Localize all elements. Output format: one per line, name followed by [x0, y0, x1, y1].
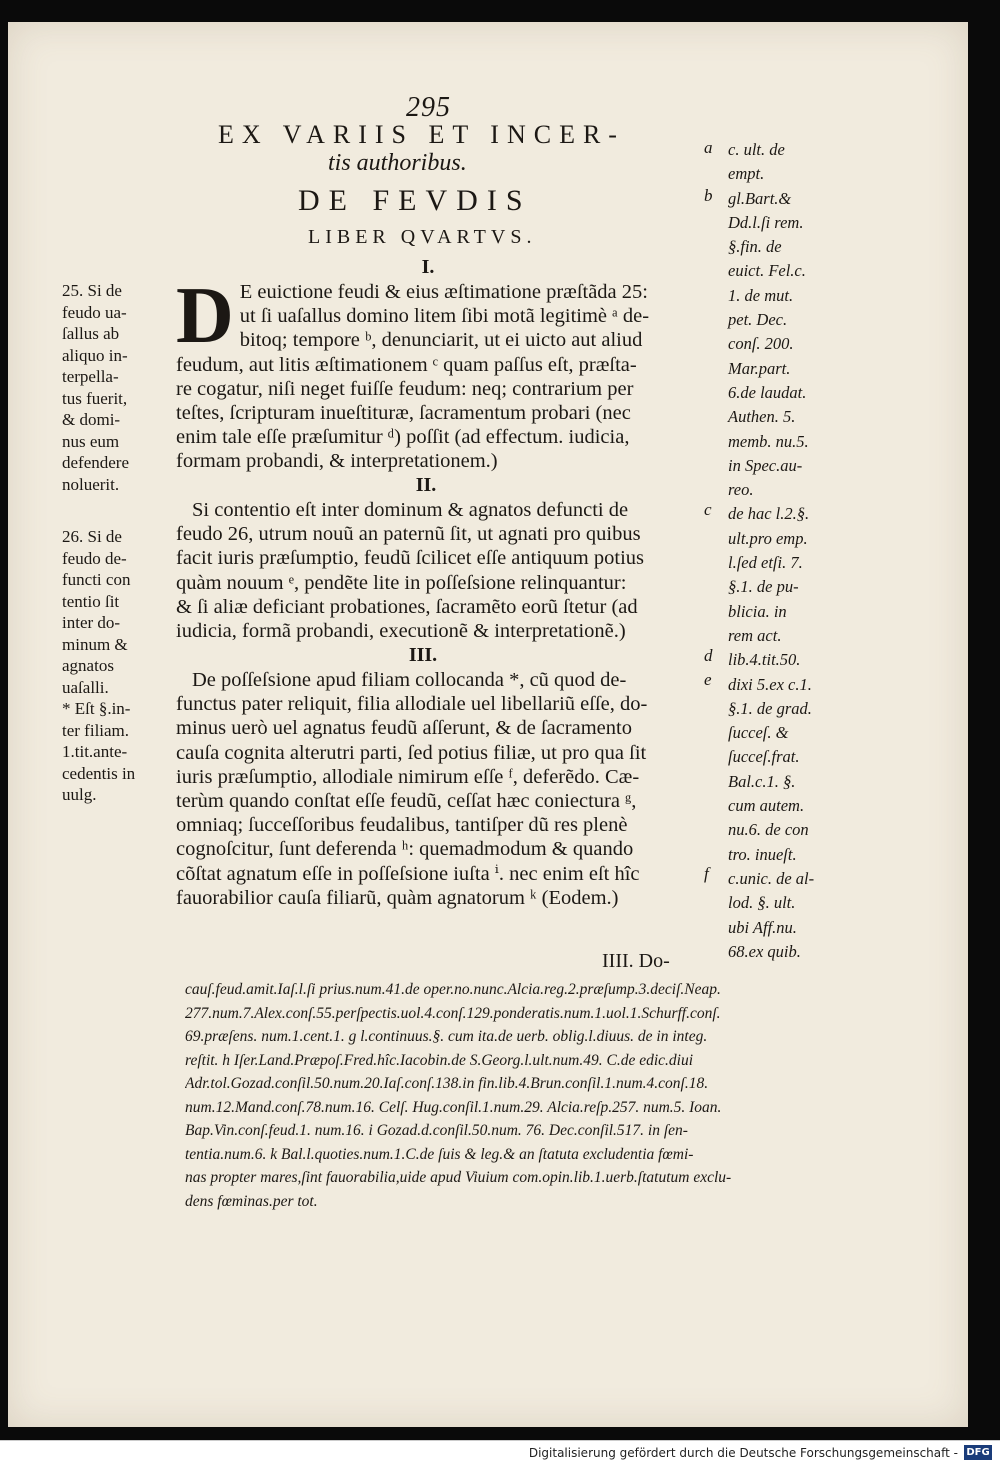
margin-line: agnatos	[62, 656, 114, 675]
margin-note-25	[62, 280, 158, 495]
margin-letter: d	[704, 646, 713, 665]
margin-line: defendere	[62, 453, 130, 472]
text-line: enim tale eſſe præſumitur ᵈ) poſſit (ad effectum. iudicia,	[176, 426, 630, 449]
text-line: minus uerò uel agnatus feudũ aſſerunt, & de ſacramento	[176, 717, 632, 740]
margin-letter: f	[704, 864, 709, 883]
margin-line: tentio ſit	[62, 591, 120, 611]
text-line: & ſi aliæ deficiant probationes, ſacramẽto eorũ ſtetur (ad	[176, 595, 638, 618]
citation-line: Authen. 5.	[728, 407, 796, 427]
citation-line: rem act.	[728, 625, 782, 645]
footnote-line: cauſ.feud.amit.Iaſ.l.ſi prius.num.41.de oper.no.nunc.Alcia.reg.2.præſump.3.deciſ.Neap.	[185, 981, 721, 998]
margin-line: 26. Si de	[62, 527, 122, 546]
citation-line: Mar.part.	[728, 358, 791, 378]
citation-line: ſucceſ.frat.	[728, 747, 800, 767]
citation-line: cum autem.	[728, 796, 805, 816]
citation-line: gl.Bart.&	[728, 188, 792, 208]
citation-line: l.ſed etſi. 7.	[728, 553, 803, 573]
book-page	[8, 22, 968, 1427]
citation-line: lod. §. ult.	[728, 893, 796, 913]
section-number-3: III.	[408, 644, 438, 666]
footnote-line: nas propter mares,ſint fauorabilia,uide apud Viuium com.opin.lib.1.uerb.ſtatutum exclu-	[185, 1169, 732, 1186]
citation-line: nu.6. de con	[728, 820, 809, 840]
section-number-1: I.	[421, 256, 435, 278]
margin-letter: a	[704, 138, 713, 157]
margin-letter: e	[704, 670, 712, 689]
citation-line: §.1. de grad.	[728, 698, 812, 718]
text-line: cauſa cognita alterutri parti, ſed potius filiæ, ut pro qua ſit	[176, 741, 647, 764]
citation-line: empt.	[728, 164, 765, 184]
title-line1: DE FEVDIS	[298, 184, 532, 217]
margin-letter: b	[704, 186, 713, 205]
margin-line: uaſalli.	[62, 677, 109, 697]
footnote-line: num.12.Mand.conſ.78.num.16. Celſ. Hug.conſil.1.num.29. Alcia.reſp.257. num.5. Ioan.	[185, 1098, 722, 1116]
margin-line: feudo de-	[62, 548, 127, 568]
citation-line: 1. de mut.	[728, 285, 794, 305]
text-line: quàm nouum ᵉ, pendẽte lite in poſſeſsione relinquantur:	[176, 571, 627, 594]
citation-line: in Spec.au-	[728, 455, 803, 475]
citation-line: §.1. de pu-	[728, 577, 799, 597]
text-line: iuris præſumptio, allodiale nimirum eſſe ᶠ, deferẽdo. Cæ-	[176, 765, 640, 788]
citation-line: Dd.l.ſi rem.	[728, 212, 804, 232]
citation-line: pet. Dec.	[728, 310, 788, 330]
margin-line: terpella-	[62, 367, 119, 386]
text-line: E euictione feudi & eius æſtimatione præſtãda 25:	[239, 281, 648, 303]
margin-line: feudo ua-	[62, 302, 127, 322]
citation-line: de hac l.2.§.	[728, 504, 810, 524]
text-line: iudicia, formã probandi, executionẽ & interpretationẽ.)	[176, 619, 626, 642]
citation-line: tro. inueſt.	[728, 844, 797, 864]
margin-line: & domi-	[62, 410, 121, 429]
text-line: fauorabilior cauſa filiarũ, quàm agnatorum ᵏ (Eodem.)	[176, 886, 619, 909]
margin-line: noluerit.	[62, 474, 120, 494]
margin-line: 1.tit.ante-	[62, 742, 128, 761]
page-number: 295	[406, 92, 451, 123]
margin-line: ſallus ab	[62, 324, 120, 343]
citation-line: 68.ex quib.	[728, 941, 801, 961]
margin-line: 25. Si de	[62, 281, 122, 300]
margin-letters	[704, 138, 724, 898]
text-line: formam probandi, & interpretationem.)	[176, 450, 498, 473]
text-line: bitoq; tempore ᵇ, denunciarit, ut ei uicto aut aliud	[239, 329, 643, 352]
citation-line: c.unic. de al-	[728, 868, 815, 888]
margin-line: uulg.	[62, 785, 97, 804]
citation-line: ubi Aff.nu.	[728, 917, 797, 937]
citation-line: Bal.c.1. §.	[728, 771, 796, 791]
drop-cap: D	[176, 272, 234, 360]
margin-line: inter do-	[62, 613, 121, 632]
footnote-line: Adr.tol.Gozad.conſil.50.num.20.Iaſ.conſ.138.in fin.lib.4.Brun.conſil.1.num.4.conſ.18.	[185, 1075, 709, 1092]
citation-line: lib.4.tit.50.	[728, 650, 801, 670]
margin-line: nus eum	[62, 431, 120, 451]
margin-line: cedentis in	[62, 763, 136, 783]
footnote-line: tentia.num.6. k Bal.l.quoties.num.1.C.de ſuis & leg.& an ſtatuta excludentia fœmi-	[185, 1145, 694, 1163]
funding-footer	[0, 1440, 1000, 1466]
dfg-logo-icon: DFG	[964, 1445, 992, 1460]
margin-line: aliquo in-	[62, 345, 128, 365]
text-line: cõſtat agnatum eſſe in poſſeſsione iuſta ⁱ. nec enim eſt hîc	[176, 862, 640, 885]
footnote-line: 69.præſens. num.1.cent.1. g l.continuus.§. cum ita.de uerb. oblig.l.diuus. de in integ.	[185, 1028, 708, 1045]
citation-line: 6.de laudat.	[728, 382, 807, 402]
title-line2: LIBER QVARTVS.	[308, 226, 537, 248]
text-line: feudo 26, utrum nouũ an paternũ ſit, ut agnati pro quibus	[176, 523, 641, 546]
text-line: facit iuris præſumptio, feudũ ſcilicet eſſe antiquum potius	[176, 547, 644, 570]
footnotes	[185, 978, 845, 1213]
text-line: functus pater reliquit, filia allodiale uel libellariũ eſſe, do-	[176, 693, 648, 716]
margin-line: * Eſt §.in-	[62, 699, 131, 718]
text-line: feudum, aut litis æſtimationem ᶜ quam paſſus eſt, præſta-	[176, 353, 637, 376]
citation-line: ult.pro emp.	[728, 528, 808, 548]
margin-note-26	[62, 526, 158, 806]
citation-line: dixi 5.ex c.1.	[728, 674, 812, 694]
margin-line: tus fuerit,	[62, 388, 128, 408]
catchword: IIII. Do-	[602, 950, 670, 972]
margin-line: minum &	[62, 634, 128, 654]
text-line: De poſſeſsione apud filiam collocanda *, cũ quod de-	[192, 669, 627, 691]
footnote-line: reſtit. h Iſer.Land.Præpoſ.Fred.hîc.Iacobin.de S.Georg.l.ult.num.49. C.de edic.diui	[185, 1051, 693, 1069]
funding-text: Digitalisierung gefördert durch die Deutsche Forschungsgemeinschaft -	[528, 1446, 958, 1460]
section-number-2: II.	[415, 474, 437, 496]
running-head-line2: tis authoribus.	[328, 150, 467, 176]
margin-citations	[728, 138, 848, 964]
running-head-line1: EX VARIIS ET INCER-	[218, 120, 625, 149]
section-1-text	[176, 272, 706, 474]
text-line: terùm quando conſtat eſſe feudũ, ceſſat hæc coniectura ᵍ,	[176, 789, 637, 812]
text-line: cognoſcitur, ſunt deferenda ʰ: quemadmodum & quando	[176, 838, 634, 861]
citation-line: §.fin. de	[728, 237, 782, 257]
citation-line: blicia. in	[728, 601, 787, 621]
margin-letter: c	[704, 500, 712, 519]
section-2-text	[176, 498, 706, 643]
margin-line: ter filiam.	[62, 720, 130, 740]
citation-line: euict. Fel.c.	[728, 261, 806, 281]
footnote-line: dens fœminas.per tot.	[185, 1192, 318, 1210]
text-line: teſtes, ſcripturam inueſtituræ, ſacramentum probari (nec	[176, 401, 631, 424]
footnote-line: 277.num.7.Alex.conſ.55.perſpectis.uol.4.conſ.129.ponderatis.num.1.uol.1.Schurff.conſ.	[185, 1004, 721, 1022]
citation-line: reo.	[728, 480, 754, 500]
text-line: omniaq; ſucceſſoribus feudalibus, tantiſper dũ res plenè	[176, 814, 628, 837]
citation-line: memb. nu.5.	[728, 431, 809, 451]
section-3-text	[176, 668, 706, 910]
text-line: Si contentio eſt inter dominum & agnatos defuncti de	[192, 499, 629, 521]
citation-line: ſucceſ. &	[728, 723, 789, 743]
text-line: ut ſi uaſallus domino litem ſibi motã legitimè ᵃ de-	[239, 305, 650, 328]
margin-line: functi con	[62, 570, 131, 589]
text-line: re cogatur, niſi neget fuiſſe feudum: neq; contrarium per	[176, 377, 634, 400]
footnote-line: Bap.Vin.conſ.feud.1. num.16. i Gozad.d.conſil.50.num. 76. Dec.conſil.517. in ſen-	[185, 1122, 688, 1139]
citation-line: conſ. 200.	[728, 334, 794, 354]
citation-line: c. ult. de	[728, 140, 785, 159]
